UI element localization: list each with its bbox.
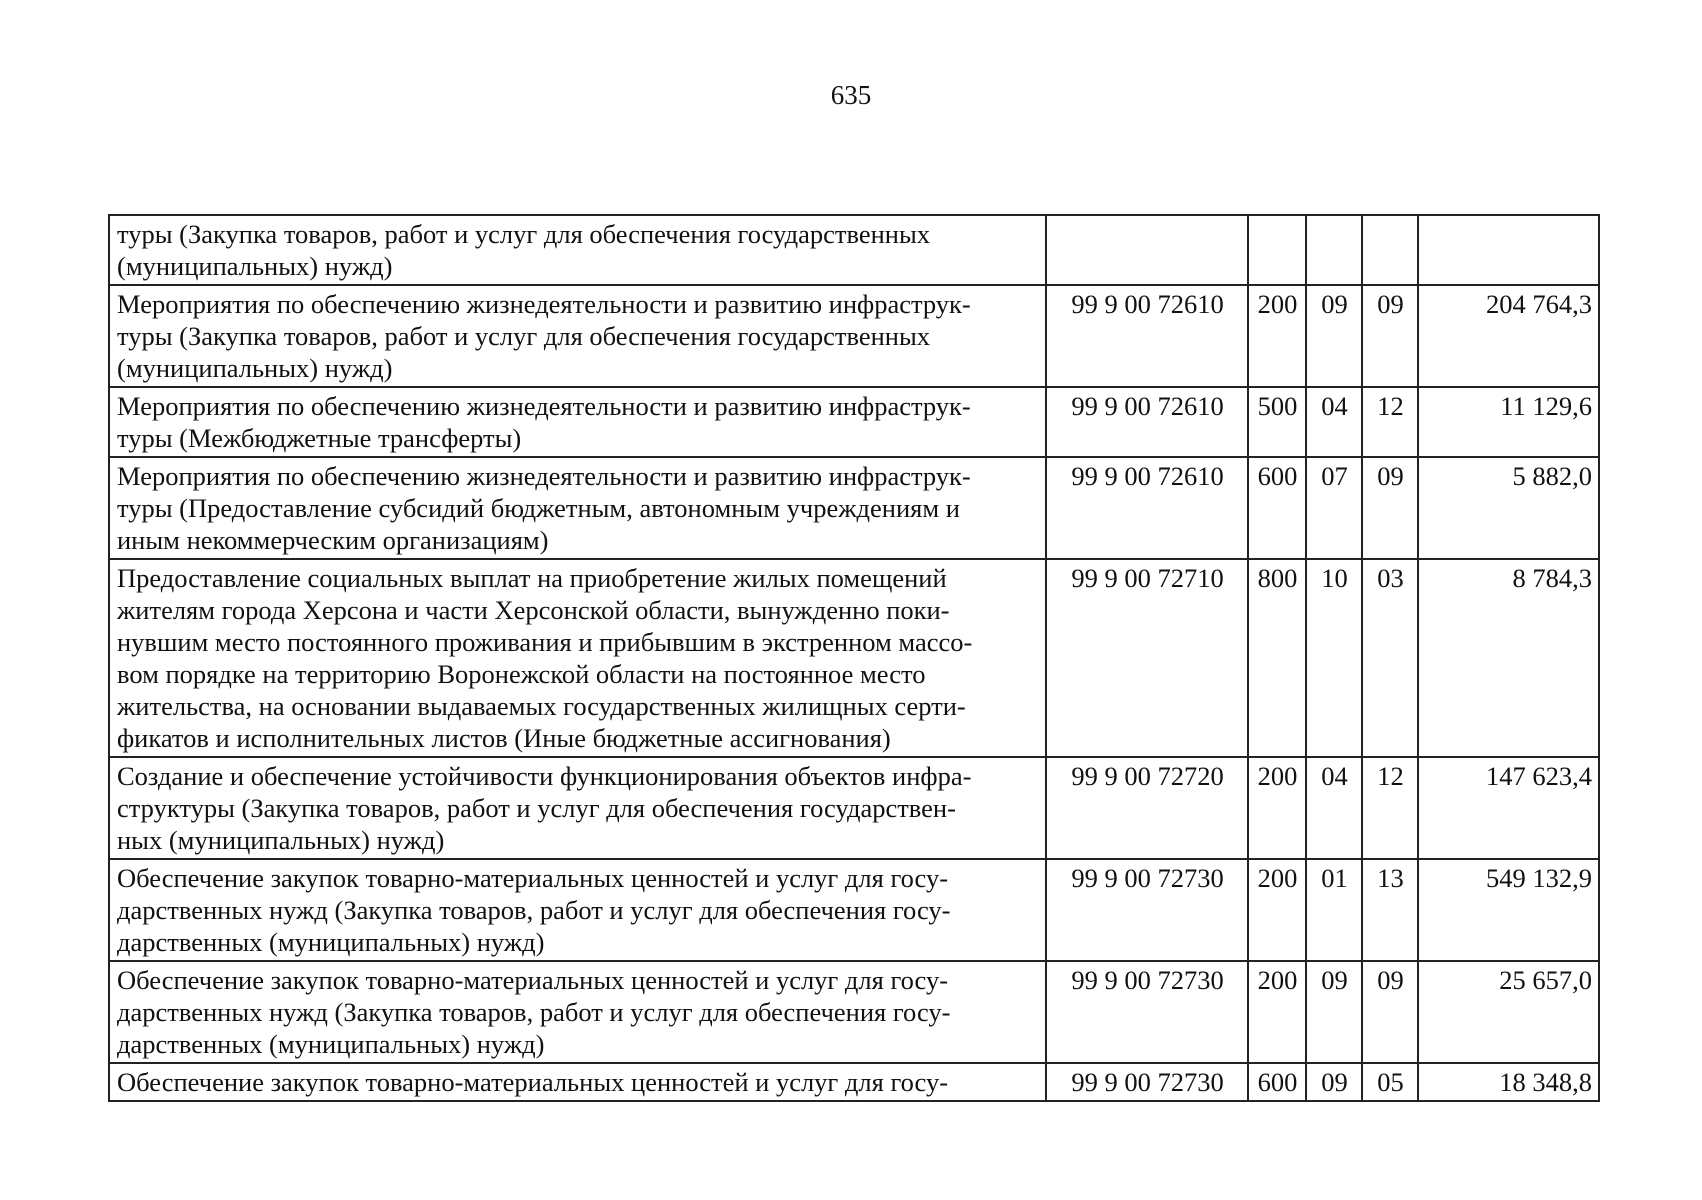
row-target-article-code [1046,215,1248,285]
table-row [109,285,1599,387]
table-row [109,215,1599,285]
table-row [109,1063,1599,1101]
table-row [109,559,1599,757]
row-section-code: 09 [1306,1063,1362,1101]
table-row [109,457,1599,559]
row-expense-type-code: 200 [1248,961,1306,1063]
table-row [109,859,1599,961]
row-target-article-code: 99 9 00 72730 [1046,961,1248,1063]
row-section-code: 04 [1306,757,1362,859]
row-target-article-code: 99 9 00 72730 [1046,1063,1248,1101]
budget-table-body [109,215,1599,1101]
row-description: Обеспечение закупок товарно-материальных ценностей и услуг для госу- [109,1063,1046,1101]
row-subsection-code: 05 [1362,1063,1418,1101]
row-target-article-code: 99 9 00 72720 [1046,757,1248,859]
row-amount: 204 764,3 [1418,285,1599,387]
row-expense-type-code: 600 [1248,457,1306,559]
row-expense-type-code [1248,215,1306,285]
row-subsection-code: 09 [1362,457,1418,559]
row-subsection-code: 03 [1362,559,1418,757]
row-section-code: 09 [1306,285,1362,387]
row-subsection-code: 12 [1362,757,1418,859]
row-description: Создание и обеспечение устойчивости функционирования объектов инфра- структуры (Закупка товаров, работ и услуг для обеспечения государствен- ных (муниципальных) нужд) [109,757,1046,859]
row-subsection-code: 13 [1362,859,1418,961]
row-section-code: 07 [1306,457,1362,559]
row-section-code: 04 [1306,387,1362,457]
row-target-article-code: 99 9 00 72610 [1046,457,1248,559]
row-expense-type-code: 600 [1248,1063,1306,1101]
row-subsection-code: 09 [1362,285,1418,387]
row-target-article-code: 99 9 00 72610 [1046,387,1248,457]
row-target-article-code: 99 9 00 72610 [1046,285,1248,387]
row-amount: 25 657,0 [1418,961,1599,1063]
row-section-code: 10 [1306,559,1362,757]
page-number: 635 [830,80,872,110]
row-description: Предоставление социальных выплат на приобретение жилых помещений жителям города Херсона и части Херсонской области, вынужденно поки- нувшим место постоянного проживания и прибывшим в экстренном массо- вом порядке на территорию Воронежской области на постоянное место жительства, на основании выдаваемых государственных жилищных серти- фикатов и исполнительных листов (Иные бюджетные ассигнования) [109,559,1046,757]
row-target-article-code: 99 9 00 72710 [1046,559,1248,757]
row-target-article-code: 99 9 00 72730 [1046,859,1248,961]
table-row [109,961,1599,1063]
row-expense-type-code: 500 [1248,387,1306,457]
row-expense-type-code: 200 [1248,285,1306,387]
row-description: Мероприятия по обеспечению жизнедеятельности и развитию инфраструк- туры (Закупка товаров, работ и услуг для обеспечения государственных (муниципальных) нужд) [109,285,1046,387]
table-row [109,757,1599,859]
table-row [109,387,1599,457]
row-amount: 18 348,8 [1418,1063,1599,1101]
row-section-code: 01 [1306,859,1362,961]
row-expense-type-code: 200 [1248,859,1306,961]
row-section-code: 09 [1306,961,1362,1063]
row-description: Мероприятия по обеспечению жизнедеятельности и развитию инфраструк- туры (Предоставление субсидий бюджетным, автономным учреждениям и иным некоммерческим организациям) [109,457,1046,559]
row-subsection-code: 12 [1362,387,1418,457]
row-description: Обеспечение закупок товарно-материальных ценностей и услуг для госу- дарственных нужд (Закупка товаров, работ и услуг для обеспечения госу- дарственных (муниципальных) нужд) [109,961,1046,1063]
budget-table [108,214,1600,1102]
row-section-code [1306,215,1362,285]
row-expense-type-code: 200 [1248,757,1306,859]
row-amount: 8 784,3 [1418,559,1599,757]
row-expense-type-code: 800 [1248,559,1306,757]
row-subsection-code [1362,215,1418,285]
row-description: Мероприятия по обеспечению жизнедеятельности и развитию инфраструк- туры (Межбюджетные трансферты) [109,387,1046,457]
row-description: Обеспечение закупок товарно-материальных ценностей и услуг для госу- дарственных нужд (Закупка товаров, работ и услуг для обеспечения госу- дарственных (муниципальных) нужд) [109,859,1046,961]
row-subsection-code: 09 [1362,961,1418,1063]
row-amount: 5 882,0 [1418,457,1599,559]
row-amount: 549 132,9 [1418,859,1599,961]
row-description: туры (Закупка товаров, работ и услуг для обеспечения государственных (муниципальных) нужд) [109,215,1046,285]
row-amount [1418,215,1599,285]
row-amount: 147 623,4 [1418,757,1599,859]
row-amount: 11 129,6 [1418,387,1599,457]
